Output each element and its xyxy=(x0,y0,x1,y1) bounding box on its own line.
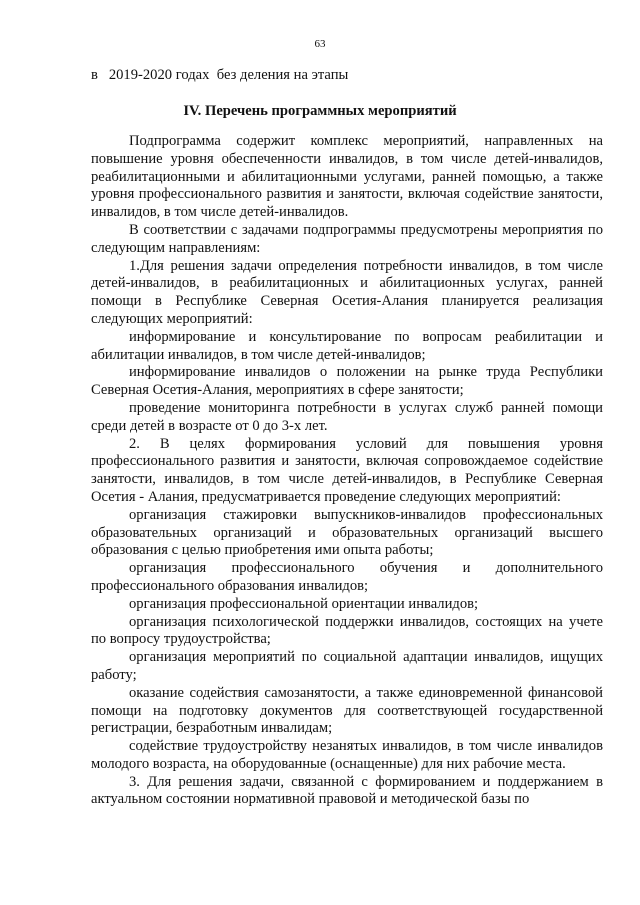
paragraph: Подпрограмма содержит комплекс мероприятий, направленных на повышение уровня обеспеченности инвалидов, в том числе детей-инвалидов, реабилитационными и абилитационными услугами, ранней помощью, а также уровня профессионального развития и занятости, включая содействие занятости, инвалидов, в том числе детей-инвалидов. xyxy=(91,133,603,221)
paragraph: 1.Для решения задачи определения потребности инвалидов, в том числе детей-инвалидов, в реабилитационных и абилитационных услугах, ранней помощи в Республике Северная Осетия-Алания планируется реализация следующих мероприятий: xyxy=(91,257,603,327)
paragraph: 3. Для решения задачи, связанной с формированием и поддержанием в актуальном состоянии нормативной правовой и методической базы по xyxy=(91,773,603,808)
paragraph: оказание содействия самозанятости, а также единовременной финансовой помощи на подготовку документов для соответствующей государственной регистрации, безработным инвалидам; xyxy=(91,684,603,737)
paragraph: организация профессионального обучения и дополнительного профессионального образования инвалидов; xyxy=(91,560,603,594)
paragraph: 2. В целях формирования условий для повышения уровня профессионального развития и занятости, включая сопровождаемое содействие занятости, инвалидов, в том числе детей-инвалидов, в Республике Северная Осетия - Алания, предусматривается проведение следующих мероприятий: xyxy=(91,435,603,505)
section-heading: IV. Перечень программных мероприятий xyxy=(183,103,457,119)
paragraph: организация стажировки выпускников-инвалидов профессиональных образовательных организаций и образовательных организаций высшего образования с целью приобретения ими опыта работы; xyxy=(91,506,603,559)
paragraph: В соответствии с задачами подпрограммы предусмотрены мероприятия по следующим направлениям: xyxy=(91,221,603,256)
paragraph: организация профессиональной ориентации инвалидов; xyxy=(129,595,479,612)
body-text xyxy=(91,133,603,809)
paragraph: организация психологической поддержки инвалидов, состоящих на учете по вопросу трудоустройства; xyxy=(91,613,603,648)
intro-line: в 2019-2020 годах без деления на этапы xyxy=(91,67,349,83)
paragraph: проведение мониторинга потребности в услугах служб ранней помощи среди детей в возрасте от 0 до 3-х лет. xyxy=(91,399,603,434)
paragraph: содействие трудоустройству незанятых инвалидов, в том числе инвалидов молодого возраста, на оборудованные (оснащенные) для них рабочие места. xyxy=(91,738,603,772)
page-number: 63 xyxy=(314,38,326,50)
paragraph: информирование инвалидов о положении на рынке труда Республики Северная Осетия-Алания, мероприятиях в сфере занятости; xyxy=(91,364,603,399)
paragraph: информирование и консультирование по вопросам реабилитации и абилитации инвалидов, в том числе детей-инвалидов; xyxy=(91,328,603,363)
paragraph: организация мероприятий по социальной адаптации инвалидов, ищущих работу; xyxy=(91,649,603,683)
